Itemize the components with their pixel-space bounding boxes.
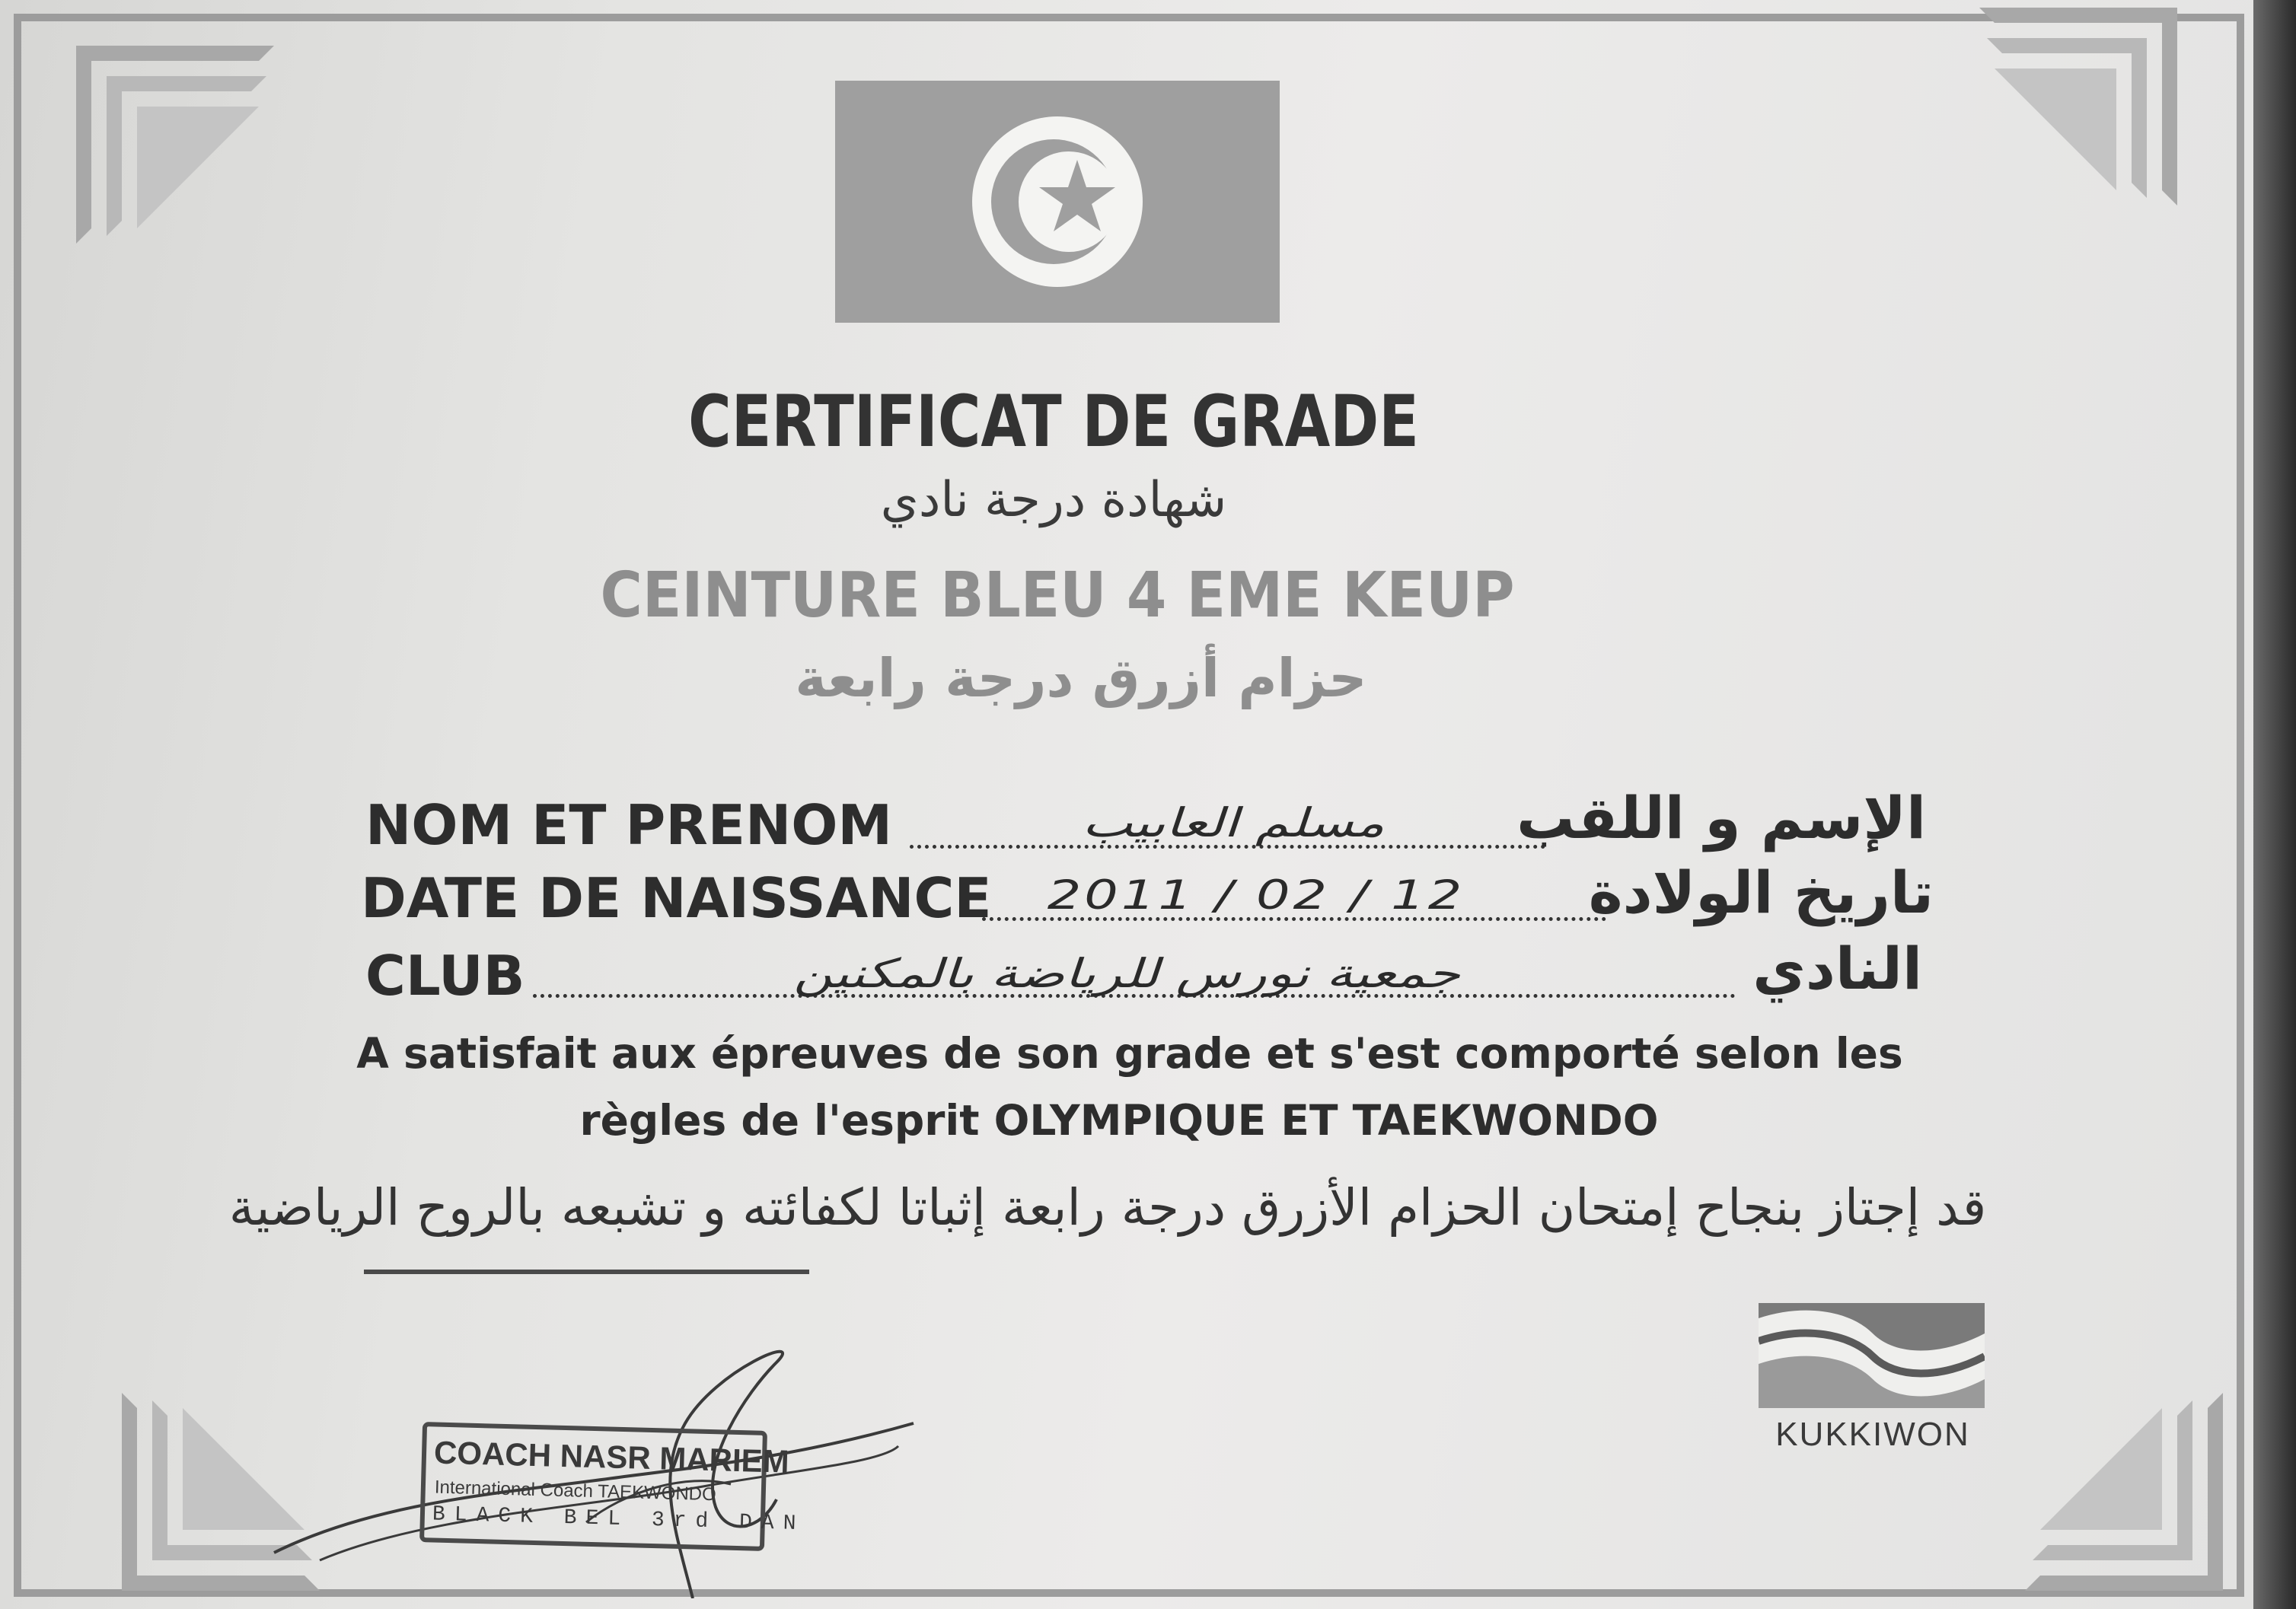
statement-fr-line2: règles de l'esprit OLYMPIQUE ET TAEKWONDO bbox=[579, 1096, 1659, 1145]
club-value: جمعية نورس للرياضة بالمكنين bbox=[793, 950, 1460, 997]
kukkiwon-logo-icon bbox=[1759, 1303, 1985, 1408]
club-label-ar: النادي bbox=[1752, 935, 1922, 1002]
corner-ornament-top-right bbox=[1949, 8, 2177, 236]
stamp-name: COACH NASR MARIEM bbox=[433, 1434, 790, 1480]
corner-ornament-top-left bbox=[76, 46, 305, 274]
grade-title-ar: حزام أزرق درجة رابعة bbox=[795, 647, 1367, 709]
tunisia-flag-icon bbox=[835, 81, 1280, 323]
certificate-title-fr: CERTIFICAT DE GRADE bbox=[688, 381, 1419, 464]
statement-ar: قد إجتاز بنجاح إمتحان الحزام الأزرق درجة رابعة إثباتا لكفائته و تشبعه بالروح الرياضية bbox=[228, 1178, 1987, 1237]
stamp-rank: BLACK BEL 3rd DAN bbox=[432, 1502, 805, 1537]
name-label-fr: NOM ET PRENOM bbox=[365, 793, 893, 857]
birth-label-fr: DATE DE NAISSANCE bbox=[361, 866, 992, 930]
birth-label-ar: تاريخ الولادة bbox=[1588, 859, 1934, 926]
grade-title-fr: CEINTURE BLEU 4 EME KEUP bbox=[600, 559, 1515, 632]
background-edge bbox=[2253, 0, 2296, 1609]
birth-value: 2011 / 02 / 12 bbox=[1047, 871, 1465, 919]
club-label-fr: CLUB bbox=[365, 944, 525, 1008]
name-value: مسلم العابيب bbox=[1082, 799, 1385, 846]
stamp-title: International Coach TAEKWONDO bbox=[434, 1477, 717, 1505]
name-label-ar: الإسم و اللقب bbox=[1516, 784, 1926, 852]
certificate-title-ar: شهادة درجة نادي bbox=[880, 472, 1227, 528]
corner-ornament-bottom-right bbox=[1995, 1362, 2223, 1591]
kukkiwon-logo-text: KUKKIWON bbox=[1775, 1416, 1970, 1453]
coach-stamp bbox=[419, 1422, 805, 1551]
statement-fr-line1: A satisfait aux épreuves de son grade et s'est comporté selon les bbox=[356, 1029, 1903, 1078]
signature-line bbox=[364, 1270, 809, 1274]
